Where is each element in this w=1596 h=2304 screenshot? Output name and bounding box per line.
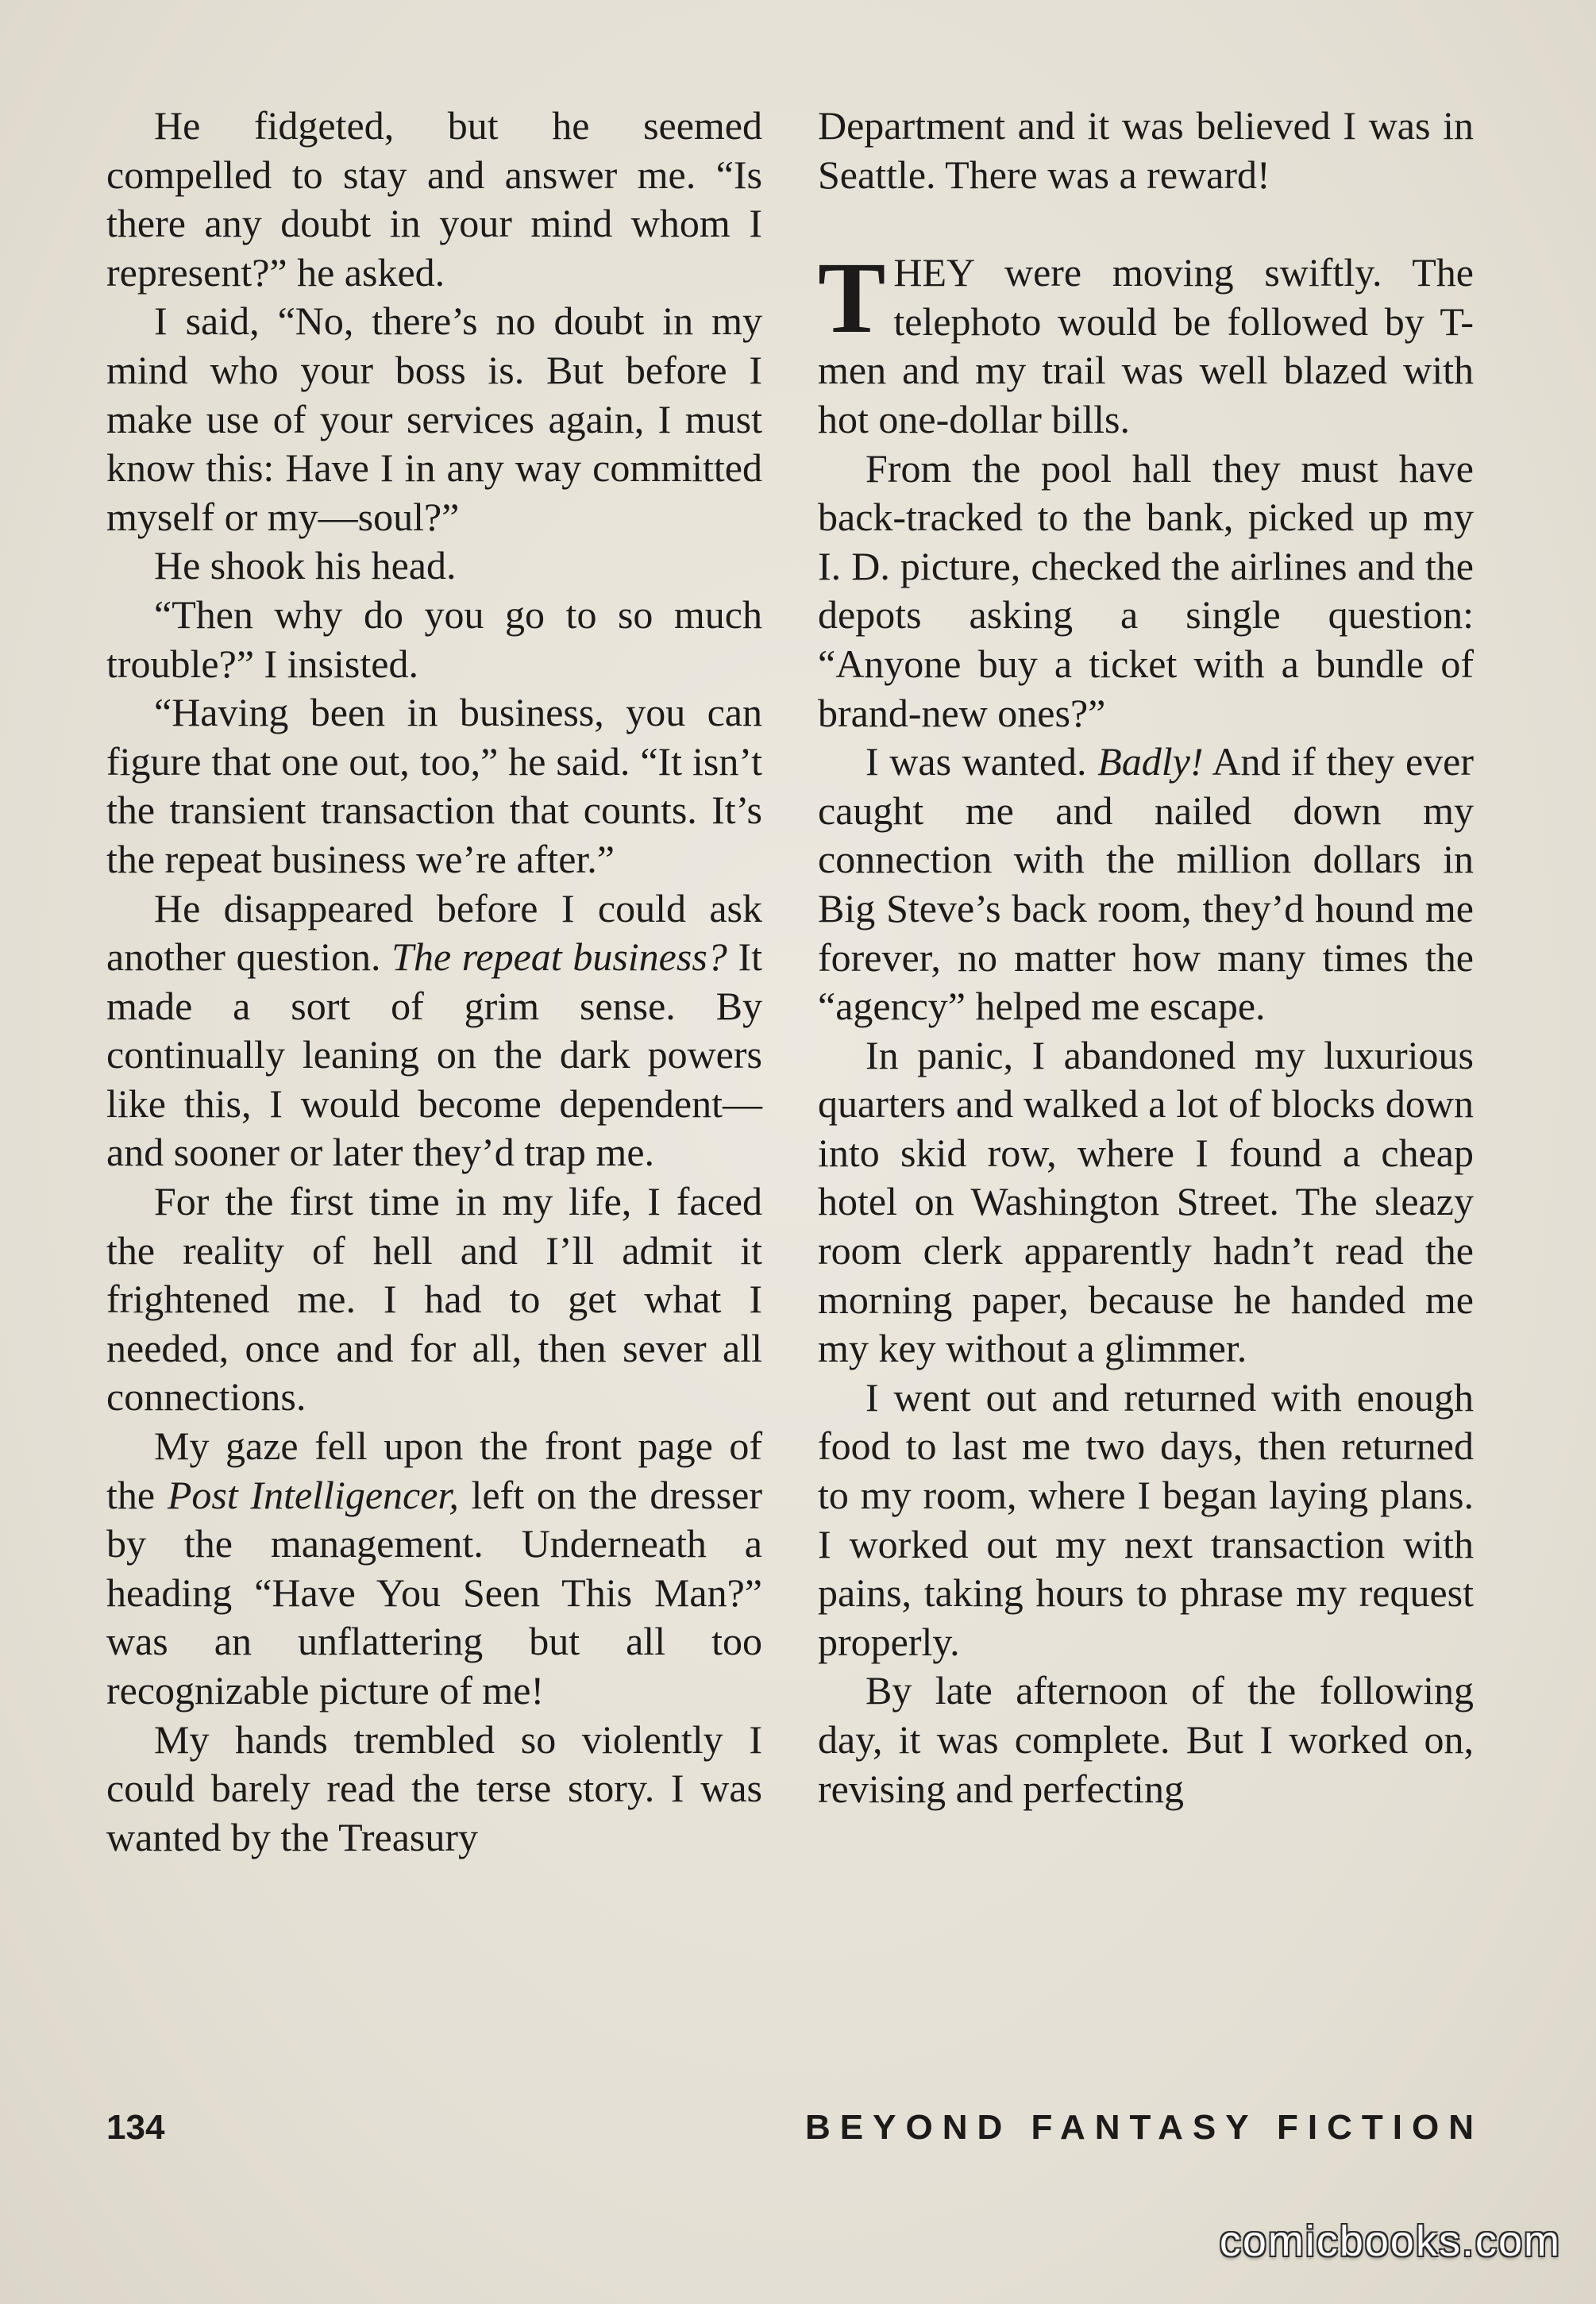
section-break: [818, 199, 1474, 249]
paragraph: In panic, I abandoned my luxurious quarters and walked a lot of blocks down into skid row, where I found a cheap hotel on Washington Street. The sleazy room clerk apparently hadn’t read the morning paper, because he handed me my key without a glimmer.: [818, 1032, 1474, 1371]
text-run: HEY were moving swiftly. The telephoto would be followed by T-men and my trail was well blazed with hot one-dollar bills.: [818, 250, 1474, 441]
page-number: 134: [106, 2108, 165, 2147]
paragraph: “Having been in business, you can figure that one out, too,” he said. “It isn’t the transient transaction that counts. It’s the repeat business we’re after.”: [106, 690, 762, 881]
text-run: left on the dresser by the management. Underneath a heading “Have You Seen This Man?” was an unflattering but all too recognizable picture of me!: [106, 1472, 763, 1713]
section-opening-paragraph: [818, 241, 1474, 444]
italic-text: Post Intelligencer,: [167, 1472, 459, 1517]
paragraph: “Then why do you go to so much trouble?” I insisted.: [106, 591, 762, 686]
paragraph: For the first time in my life, I faced the reality of hell and I’ll admit it frightened me. I had to get what I needed, once and for all, then sever all connections.: [106, 1179, 762, 1420]
paragraph: [106, 884, 762, 1178]
left-text-column: [106, 102, 762, 1862]
page-footer: [106, 2108, 1483, 2156]
paragraph: [818, 738, 1474, 1031]
paragraph: My hands trembled so violently I could barely read the terse story. I was wanted by the Treasury: [106, 1716, 762, 1859]
italic-text: Badly!: [1097, 739, 1204, 784]
text-run: It made a sort of grim sense. By continually leaning on the dark powers like this, I would become dependent—and sooner or later they’d trap me.: [106, 934, 762, 1175]
watermark: comicbooks.com: [1219, 2217, 1561, 2265]
text-run: I was wanted.: [865, 739, 1098, 784]
paragraph: I went out and returned with enough food to last me two days, then returned to my room, where I began laying plans. I worked out my next transaction with pains, taking hours to phrase my request properly.: [818, 1374, 1474, 1664]
paragraph: By late afternoon of the following day, it was complete. But I worked on, revising and perfecting: [818, 1668, 1474, 1811]
drop-cap: T: [818, 241, 886, 355]
text-run: He disappeared before I could ask another question.: [106, 885, 762, 980]
right-text-column: [818, 102, 1474, 1813]
italic-text: The repeat business?: [391, 934, 727, 980]
paragraph: From the pool hall they must have back-tracked to the bank, picked up my I. D. picture, checked the airlines and the depots asking a single question: “Anyone buy a ticket with a bundle of brand-new ones?”: [818, 445, 1474, 735]
text-run: And if they ever caught me and nailed down my connection with the million dollars in Big Steve’s back room, they’d hound me forever, no matter how many times the “agency” helped me escape.: [818, 739, 1474, 1029]
paragraph: He shook his head.: [154, 543, 457, 588]
continued-paragraph: Department and it was believed I was in Seattle. There was a reward!: [818, 103, 1474, 197]
paragraph: I said, “No, there’s no doubt in my mind who your boss is. But before I make use of your services again, I must know this: Have I in any way committed myself or my—soul?”: [106, 299, 762, 539]
paragraph: He fidgeted, but he seemed compelled to stay and answer me. “Is there any doubt in your mind whom I represent?” he asked.: [106, 103, 762, 295]
paragraph: [106, 1422, 762, 1716]
text-run: My gaze fell upon the front page of the: [106, 1424, 762, 1517]
running-title: BEYOND FANTASY FICTION: [805, 2108, 1483, 2147]
